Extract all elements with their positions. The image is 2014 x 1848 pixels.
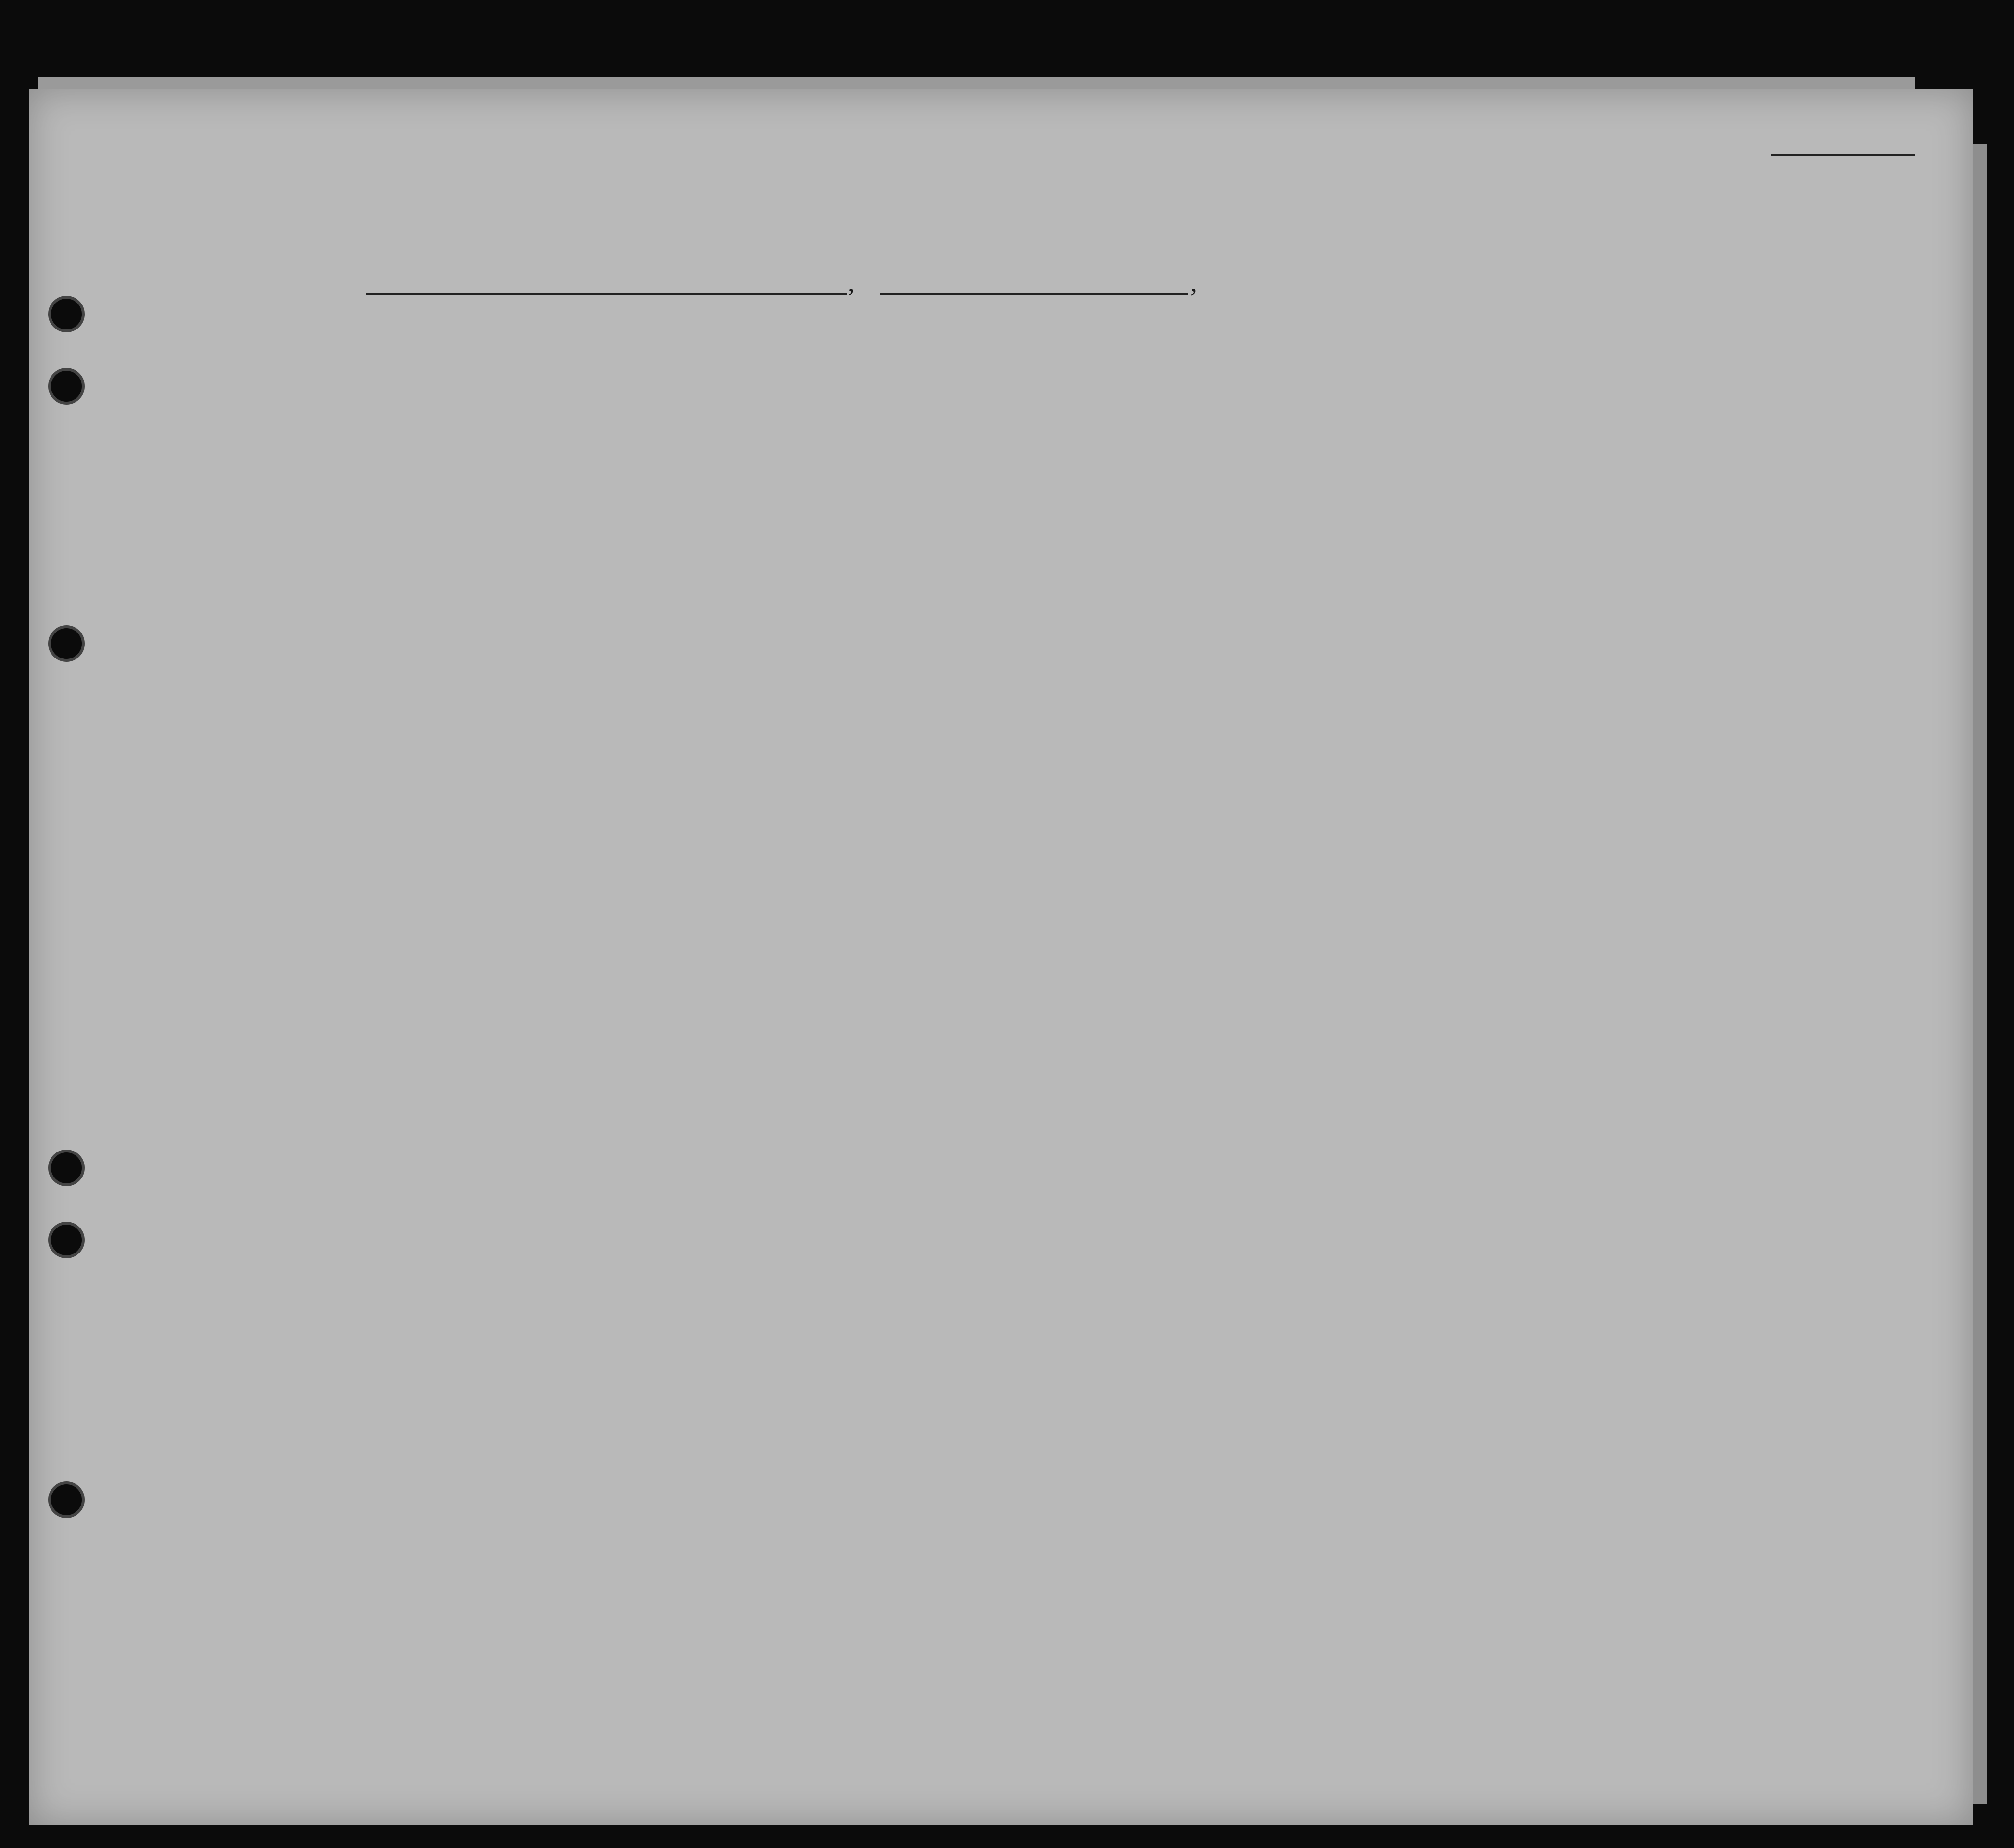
comma: , [1190, 268, 1197, 298]
comma: , [848, 268, 854, 298]
